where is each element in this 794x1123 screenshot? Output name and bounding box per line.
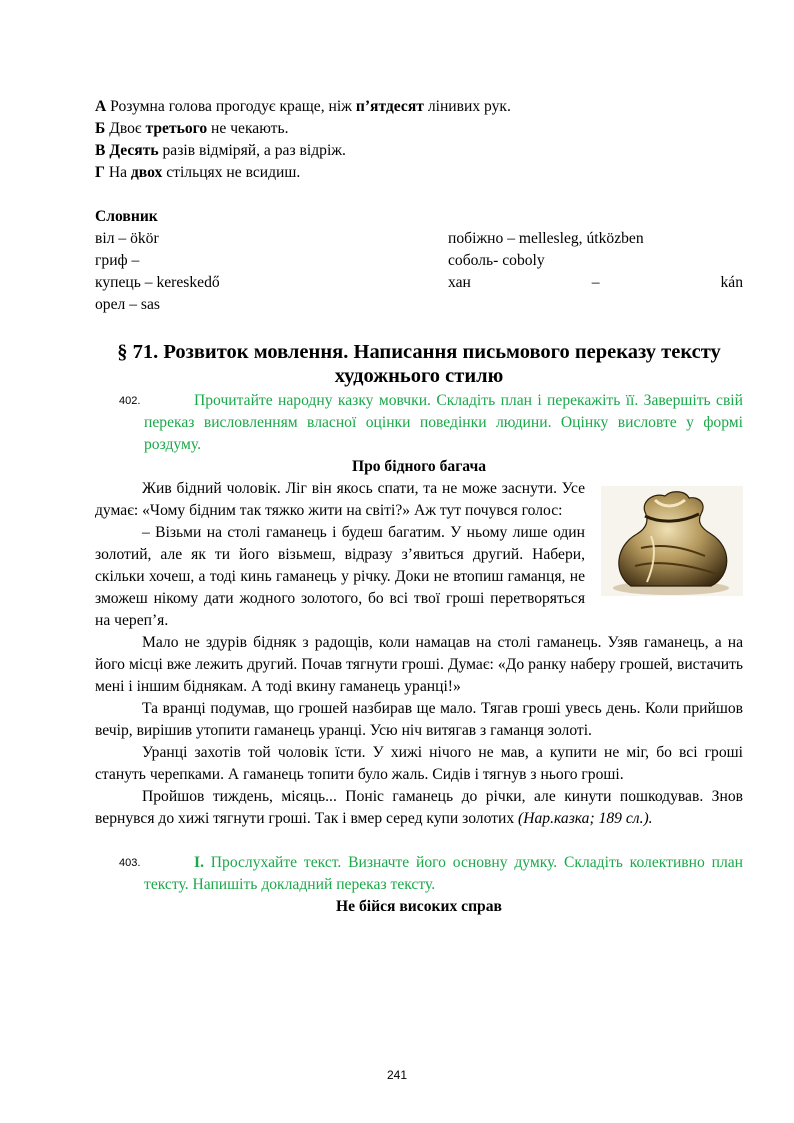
task-text: Прочитайте народну казку мовчки. Складіть план і перекажіть її. Завершіть свій переказ висловленням власної оцінки поведінки людини. Оцінку висловте у формі роздуму. <box>144 392 743 453</box>
vocab-item: хан – kán <box>448 274 743 291</box>
page-content <box>95 96 743 918</box>
vocab-item: орел – sas <box>95 296 160 313</box>
section-heading: § 71. Розвиток мовлення. Написання письмового переказу тексту художнього стилю <box>117 341 721 387</box>
money-bag-image <box>601 486 743 596</box>
story-title: Про бідного багача <box>351 458 487 475</box>
vocabulary-list <box>95 228 743 316</box>
story-paragraph: Та вранці подумав, що грошей назбирав ще мало. Тягав гроші увесь день. Коли прийшов вечір, вирішив утопити гаманець уранці. Усю ніч витягав з гаманця золоті. <box>95 700 743 739</box>
story-paragraph: Пройшов тиждень, місяць... Поніс гаманець до річки, але кинути пошкодував. Знов вернувся до хижі тягнути гроші. Так і вмер серед купи золотих (Нар.казка; 189 сл.). <box>95 788 743 827</box>
vocab-item: соболь- coboly <box>448 252 545 269</box>
proverb-list <box>95 96 743 184</box>
task-number: 403. <box>119 857 141 869</box>
proverb-h: Г На двох стільцях не всидиш. <box>95 164 301 181</box>
vocab-item: віл – ökör <box>95 230 159 247</box>
task-403 <box>95 852 743 896</box>
vocab-item: побіжно – mellesleg, útközben <box>448 230 644 247</box>
story-source: (Нар.казка; 189 сл.). <box>518 810 653 827</box>
task-part-label: І. <box>194 854 204 871</box>
page-number: 241 <box>386 1068 408 1082</box>
vocabulary-title: Словник <box>95 208 158 225</box>
story-paragraph: Уранці захотів той чоловік їсти. У хижі нічого не мав, а купити не міг, бо всі гроші стануть черепками. А гаманець топити було жаль. Сидів і тягнув з нього гроші. <box>95 744 743 783</box>
story-paragraph: Жив бідний чоловік. Ліг він якось спати, та не може заснути. Усе думає: «Чому бідним так тяжко жити на світі?» Аж тут почувся голос: <box>95 480 585 519</box>
task-number: 402. <box>119 395 141 407</box>
story-paragraph: Мало не здурів бідняк з радощів, коли намацав на столі гаманець. Узяв гаманець, а на його місці вже лежить другий. Почав тягнути гроші. Думає: «До ранку наберу грошей, вистачить мені і іншим біднякам. А тоді вкину гаманець уранці!» <box>95 634 743 695</box>
task-text: Прослухайте текст. Визначте його основну думку. Складіть колективно план тексту. Напишіть докладний переказ тексту. <box>144 854 743 893</box>
story-text <box>95 478 743 830</box>
proverb-b: Б Двоє третього не чекають. <box>95 120 289 137</box>
vocab-item: гриф – <box>95 252 140 269</box>
vocab-item: купець – kereskedő <box>95 274 220 291</box>
task-402 <box>95 390 743 456</box>
story-paragraph: – Візьми на столі гаманець і будеш багатим. У ньому лише один золотий, але як ти його візьмеш, відразу з’явиться другий. Набери, скільки хочеш, а тоді кинь гаманець у річку. Доки не втопиш гаманця, не зможеш нікому дати жодного золотого, бо всі твої гроші перетворяться на череп’я. <box>95 524 585 629</box>
proverb-v: В Десять разів відміряй, а раз відріж. <box>95 142 346 159</box>
next-story-title: Не бійся високих справ <box>336 898 502 915</box>
proverb-a: А Розумна голова прогодує краще, ніж п’ятдесят лінивих рук. <box>95 98 511 115</box>
